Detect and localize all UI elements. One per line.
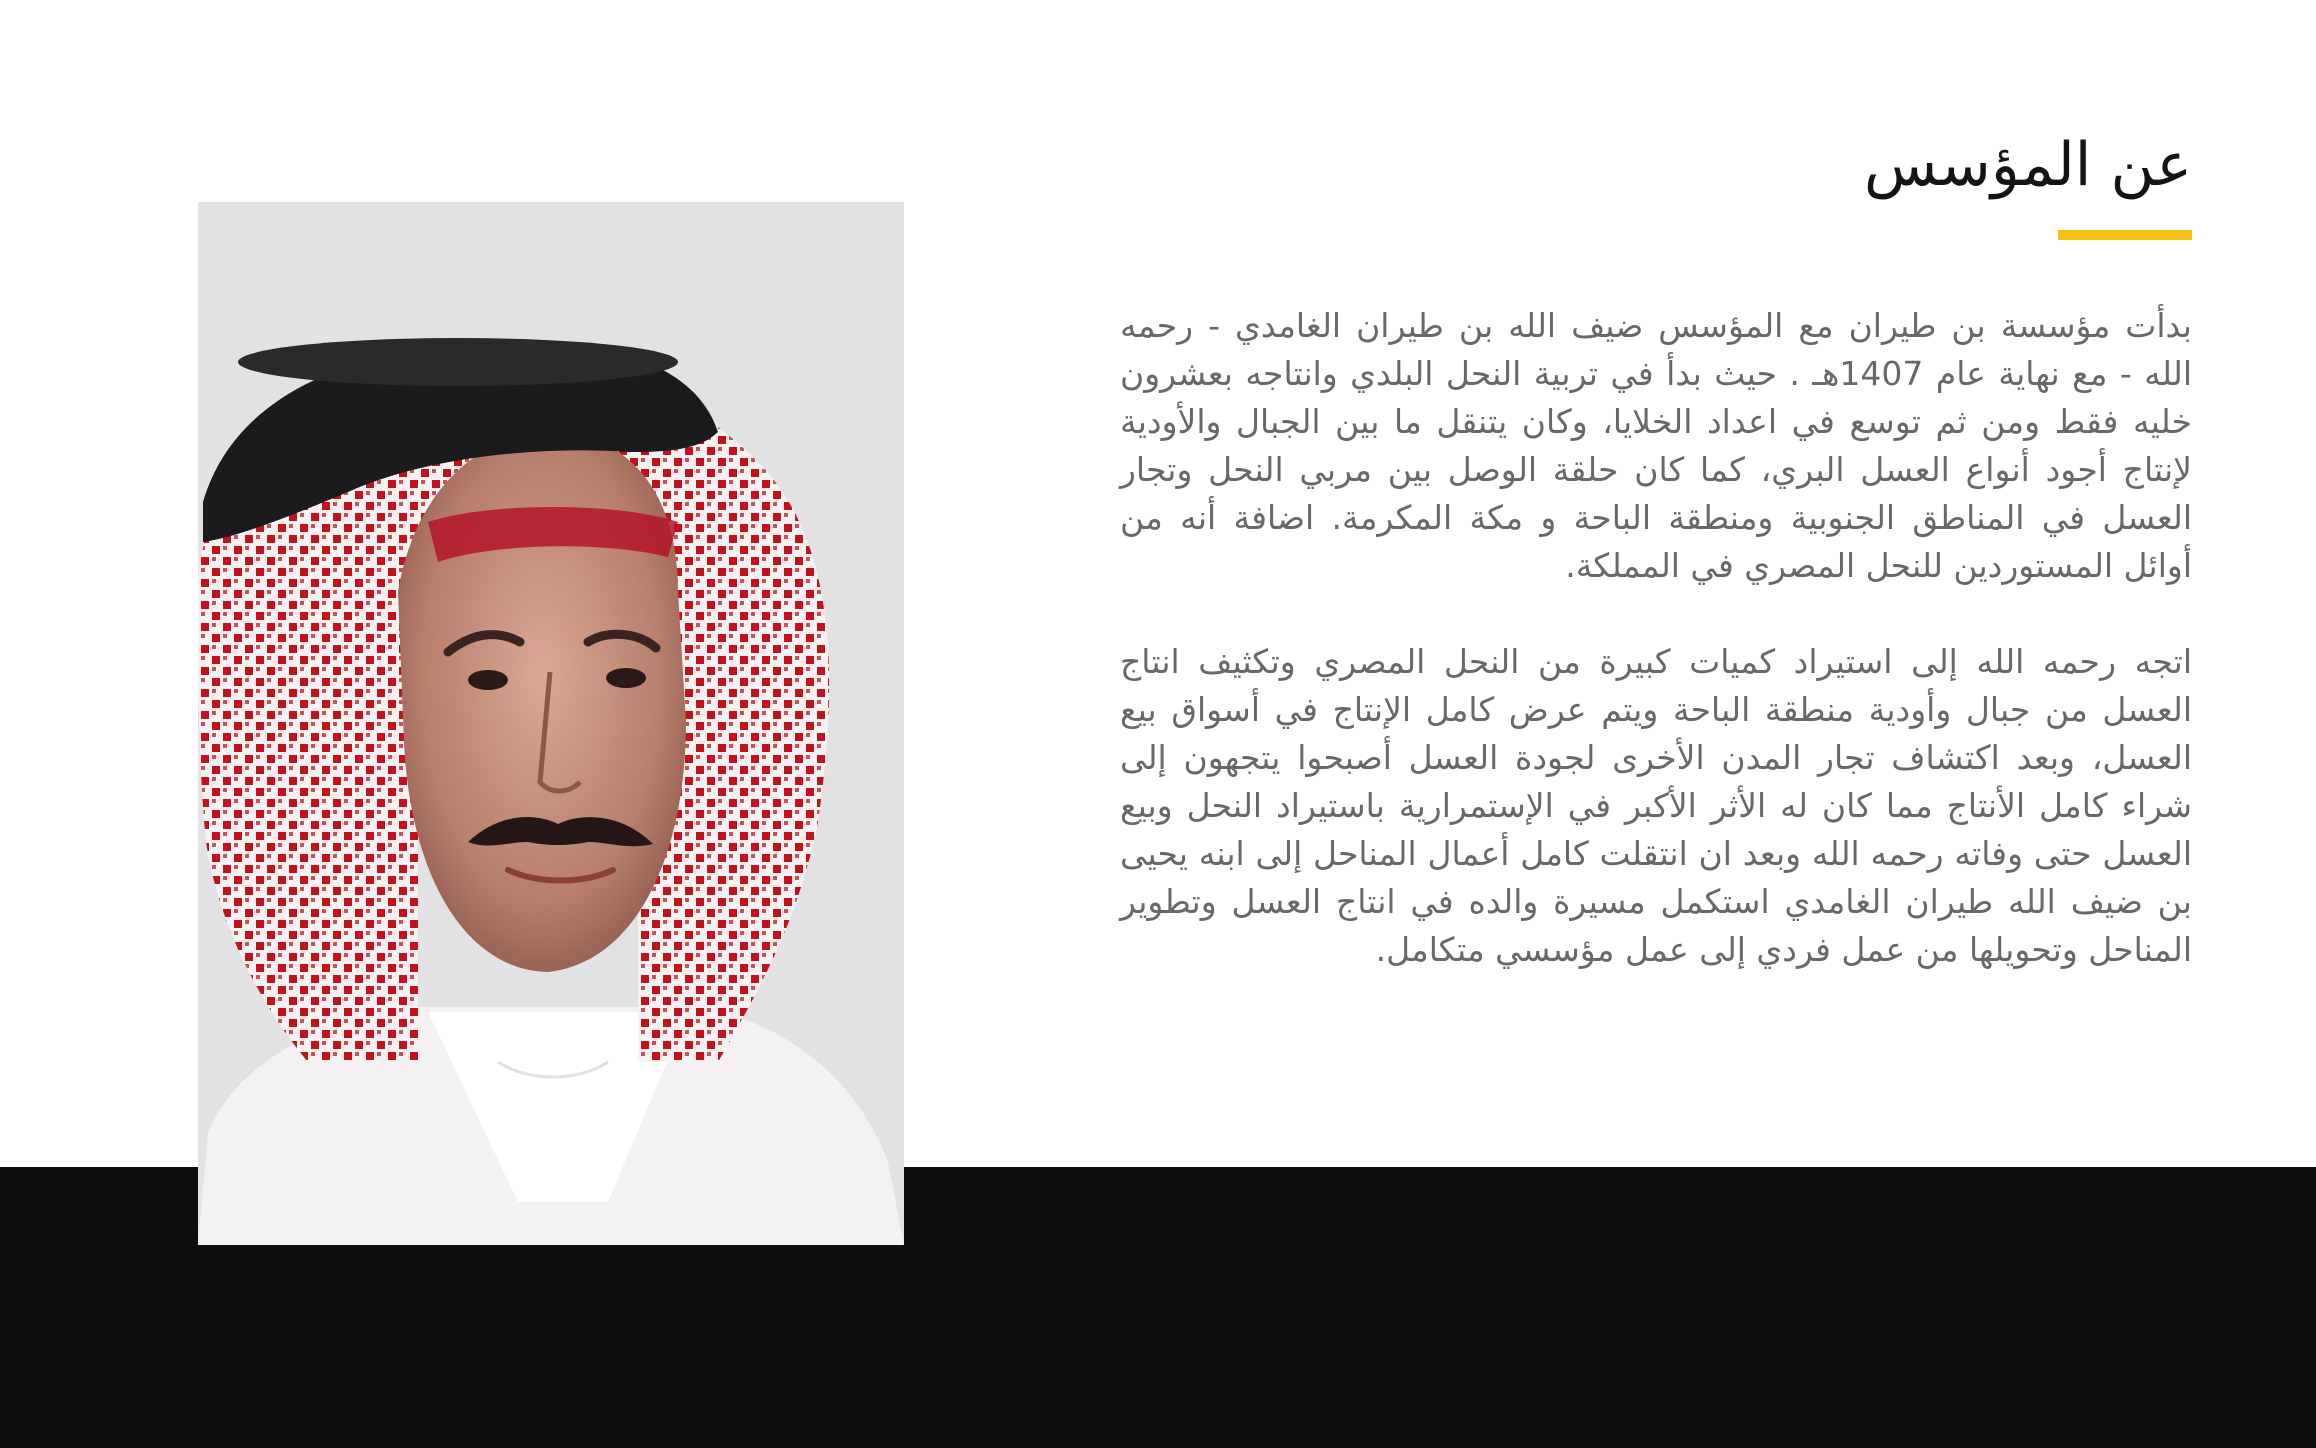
- title-accent-underline: [2058, 230, 2192, 240]
- founder-portrait-illustration: [198, 202, 904, 1245]
- about-founder-section: [1120, 120, 2192, 974]
- founder-photo: [198, 202, 904, 1245]
- page-title: عن المؤسس: [1864, 130, 2192, 200]
- founder-bio-paragraph-1: بدأت مؤسسة بن طيران مع المؤسس ضيف الله بن طيران الغامدي - رحمه الله - مع نهاية عام 1407هـ . حيث بدأ في تربية النحل البلدي وانتاجه بعشرون خليه فقط ومن ثم توسع في اعداد الخلايا، وكان يتنقل ما بين الجبال والأودية لإنتاج أجود أنواع العسل البري، كما كان حلقة الوصل بين مربي النحل وتجار العسل في المناطق الجنوبية ومنطقة الباحة و مكة المكرمة. اضافة أنه من أوائل المستوردين للنحل المصري في المملكة.: [1120, 306, 2192, 585]
- founder-bio-paragraph-2: اتجه رحمه الله إلى استيراد كميات كبيرة من النحل المصري وتكثيف انتاج العسل من جبال وأودية منطقة الباحة ويتم عرض كامل الإنتاج في أسواق بيع العسل، وبعد اكتشاف تجار المدن الأخرى لجودة العسل أصبحوا يتجهون إلى شراء كامل الأنتاج مما كان له الأثر الأكبر في الإستمرارية باستيراد النحل وبيع العسل حتى وفاته رحمه الله وبعد ان انتقلت كامل أعمال المناحل إلى ابنه يحيى بن ضيف الله طيران الغامدي استكمل مسيرة والده في انتاج العسل وتطوير المناحل وتحويلها من عمل فردي إلى عمل مؤسسي متكامل.: [1120, 642, 2192, 969]
